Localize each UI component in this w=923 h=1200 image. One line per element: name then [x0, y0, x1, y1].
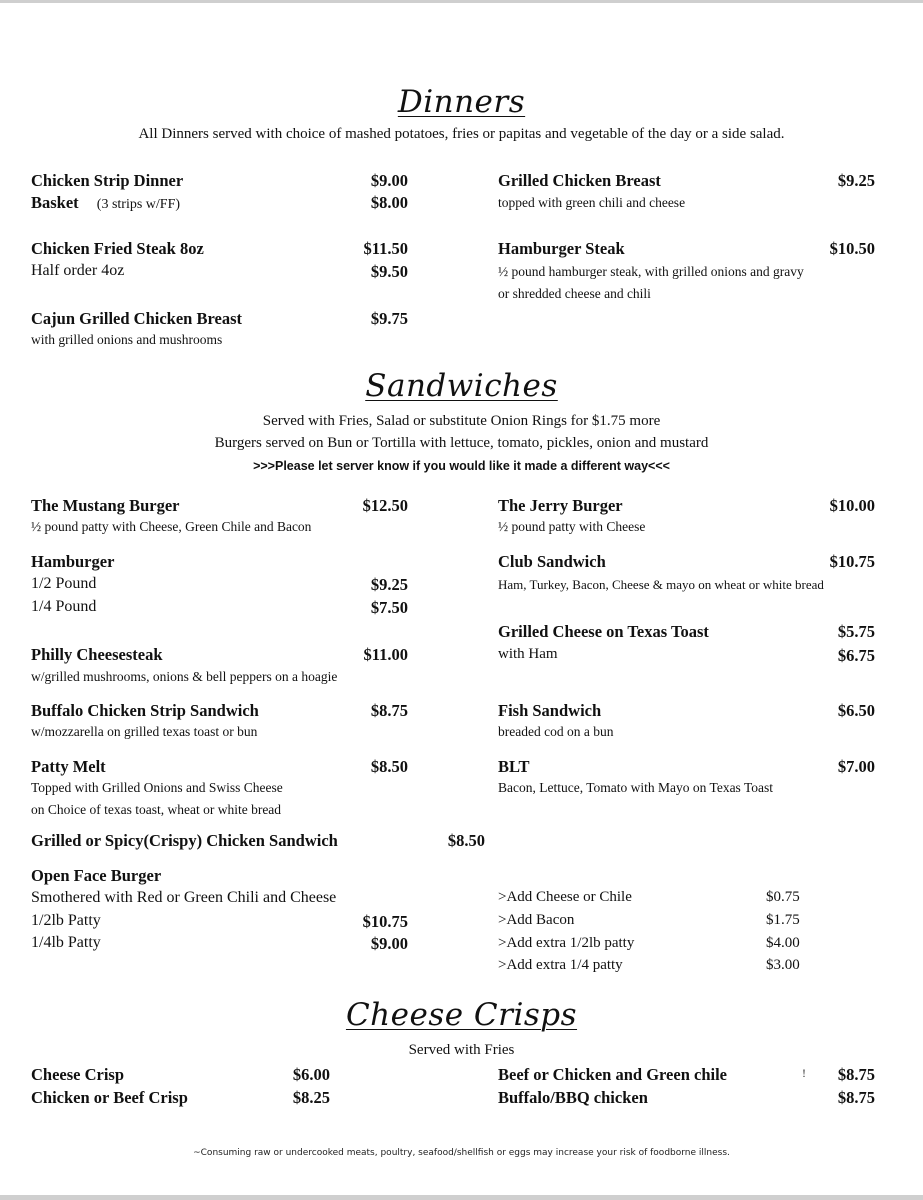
price-fish-sandwich: $6.50	[837, 701, 875, 720]
item-buffalo-bbq-chicken: Buffalo/BBQ chicken	[498, 1088, 648, 1107]
sandwiches-sub-2: Burgers served on Bun or Tortilla with lettuce, tomato, pickles, onion and mustard	[214, 435, 709, 451]
item-open-face-half: 1/2lb Patty	[31, 912, 101, 929]
sandwiches-title: Sandwiches	[365, 368, 558, 404]
item-grilled-spicy-chicken: Grilled or Spicy(Crispy) Chicken Sandwich	[31, 831, 338, 850]
sandwiches-sub-1: Served with Fries, Salad or substitute Onion Rings for $1.75 more	[262, 413, 661, 429]
price-half-order: $9.50	[370, 262, 408, 281]
top-border	[0, 0, 923, 3]
food-safety-disclaimer: ~Consuming raw or undercooked meats, poultry, seafood/shellfish or eggs may increase your risk of foodborne illness.	[193, 1148, 730, 1158]
sandwiches-sub-3: >>>Please let server know if you would like it made a different way<<<	[253, 459, 670, 473]
desc-club-sandwich: Ham, Turkey, Bacon, Cheese & mayo on wheat or white bread	[498, 577, 824, 592]
item-patty-melt: Patty Melt	[31, 757, 106, 776]
desc-hamburger-steak-1: ½ pound hamburger steak, with grilled onions and gravy	[498, 264, 804, 279]
price-buffalo-bbq-chicken: $8.75	[837, 1088, 875, 1107]
item-philly-cheesesteak: Philly Cheesesteak	[31, 645, 163, 664]
item-grilled-cheese: Grilled Cheese on Texas Toast	[498, 622, 709, 641]
item-fish-sandwich: Fish Sandwich	[498, 701, 602, 720]
price-chicken-beef-crisp: $8.25	[292, 1088, 330, 1107]
desc-jerry-burger: ½ pound patty with Cheese	[498, 519, 646, 534]
item-hamburger-steak: Hamburger Steak	[498, 239, 625, 258]
item-chicken-beef-crisp: Chicken or Beef Crisp	[31, 1088, 188, 1107]
price-cajun-chicken: $9.75	[370, 309, 408, 328]
desc-cajun-chicken: with grilled onions and mushrooms	[31, 332, 223, 347]
cheese-crisps-subtitle: Served with Fries	[408, 1042, 515, 1058]
item-chicken-strip-dinner: Chicken Strip Dinner	[31, 171, 184, 190]
item-hamburger: Hamburger	[31, 552, 115, 571]
item-cheese-crisp: Cheese Crisp	[31, 1065, 125, 1084]
addon-price: $0.75	[766, 889, 800, 905]
addon-price: $1.75	[766, 912, 800, 928]
item-buffalo-chicken-strip: Buffalo Chicken Strip Sandwich	[31, 701, 259, 720]
price-patty-melt: $8.50	[370, 757, 408, 776]
desc-buffalo-chicken-strip: w/mozzarella on grilled texas toast or bun	[31, 724, 258, 739]
desc-blt: Bacon, Lettuce, Tomato with Mayo on Texas Toast	[498, 780, 773, 795]
item-grilled-chicken-breast: Grilled Chicken Breast	[498, 171, 661, 190]
price-grilled-cheese-ham: $6.75	[837, 646, 875, 665]
addon-label: >Add Bacon	[498, 912, 575, 928]
dinners-subtitle: All Dinners served with choice of mashed potatoes, fries or papitas and vegetable of the day or a side salad.	[138, 126, 785, 142]
dinners-title: Dinners	[397, 84, 526, 120]
addon-price: $4.00	[766, 935, 800, 951]
price-grilled-chicken-breast: $9.25	[837, 171, 875, 190]
addon-price: $3.00	[766, 957, 800, 973]
item-blt: BLT	[498, 757, 530, 776]
price-blt: $7.00	[837, 757, 875, 776]
cheese-crisps-title: Cheese Crisps	[345, 997, 578, 1033]
price-hamburger-steak: $10.50	[829, 239, 875, 258]
item-mustang-burger: The Mustang Burger	[31, 496, 180, 515]
addon-label: >Add extra 1/2lb patty	[498, 935, 635, 951]
stray-mark: !	[802, 1066, 806, 1080]
price-grilled-cheese: $5.75	[837, 622, 875, 641]
price-open-face-quarter: $9.00	[370, 934, 408, 953]
item-basket	[31, 193, 180, 213]
price-cheese-crisp: $6.00	[292, 1065, 330, 1084]
item-half-order: Half order 4oz	[31, 262, 125, 279]
item-chicken-fried-steak: Chicken Fried Steak 8oz	[31, 239, 204, 258]
price-basket: $8.00	[370, 193, 408, 212]
price-hamburger-half: $9.25	[370, 575, 408, 594]
price-jerry-burger: $10.00	[829, 496, 875, 515]
item-club-sandwich: Club Sandwich	[498, 552, 606, 571]
desc-philly-cheesesteak: w/grilled mushrooms, onions & bell peppers on a hoagie	[31, 669, 338, 684]
desc-grilled-chicken-breast: topped with green chili and cheese	[498, 195, 686, 210]
price-buffalo-chicken-strip: $8.75	[370, 701, 408, 720]
desc-open-face-burger: Smothered with Red or Green Chili and Cheese	[31, 889, 337, 906]
price-chicken-fried-steak: $11.50	[363, 239, 408, 258]
price-mustang-burger: $12.50	[362, 496, 408, 515]
addon-label: >Add Cheese or Chile	[498, 889, 632, 905]
addon-label: >Add extra 1/4 patty	[498, 957, 623, 973]
item-cajun-chicken: Cajun Grilled Chicken Breast	[31, 309, 242, 328]
desc-mustang-burger: ½ pound patty with Cheese, Green Chile and Bacon	[31, 519, 312, 534]
basket-note: (3 strips w/FF)	[96, 197, 181, 212]
item-jerry-burger: The Jerry Burger	[498, 496, 623, 515]
desc-hamburger-steak-2: or shredded cheese and chili	[498, 286, 651, 301]
price-open-face-half: $10.75	[362, 912, 408, 931]
item-open-face-burger: Open Face Burger	[31, 866, 162, 885]
price-hamburger-quarter: $7.50	[370, 598, 408, 617]
price-club-sandwich: $10.75	[829, 552, 875, 571]
basket-label: Basket	[31, 193, 79, 212]
item-hamburger-half: 1/2 Pound	[31, 575, 97, 592]
price-chicken-strip-dinner: $9.00	[370, 171, 408, 190]
item-beef-chicken-green-chile: Beef or Chicken and Green chile	[498, 1065, 728, 1084]
desc-patty-melt-1: Topped with Grilled Onions and Swiss Cheese	[31, 780, 283, 795]
item-open-face-quarter: 1/4lb Patty	[31, 934, 101, 951]
item-grilled-cheese-ham: with Ham	[498, 646, 558, 662]
price-beef-chicken-green-chile: $8.75	[837, 1065, 875, 1084]
desc-patty-melt-2: on Choice of texas toast, wheat or white bread	[31, 802, 282, 817]
price-philly-cheesesteak: $11.00	[363, 645, 408, 664]
item-hamburger-quarter: 1/4 Pound	[31, 598, 97, 615]
bottom-border	[0, 1195, 923, 1200]
price-grilled-spicy-chicken: $8.50	[447, 831, 485, 850]
desc-fish-sandwich: breaded cod on a bun	[498, 724, 614, 739]
